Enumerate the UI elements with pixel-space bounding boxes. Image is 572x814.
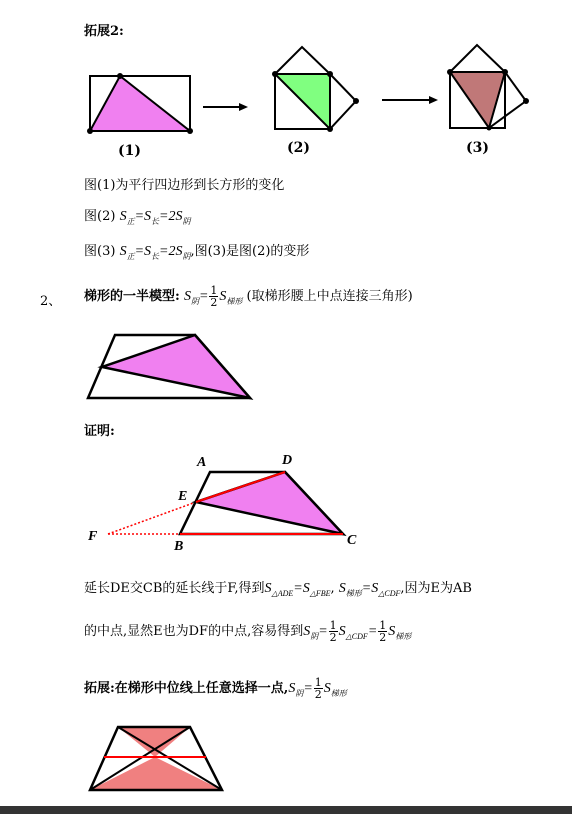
point-label-f: F [88, 529, 98, 544]
text-line-3: 图(3) $S_正=S_长=2S_阴$,图(3)是图(2)的变形 [84, 244, 310, 261]
point-label-a: A [197, 455, 207, 470]
proof-figure [108, 472, 343, 534]
point-label-c: C [347, 533, 357, 548]
section-2-title: 梯形的一半模型: $S_阴=$ $\frac{1}{2}$ $S_{梯形}$ (取梯形腰上中点连接三角形) [84, 284, 413, 309]
figure-1 [87, 73, 193, 134]
proof-text-2: 的中点,显然E也为DF的中点,容易得到$S_阴=$ $\frac{1}{2}$ $S_{\triangle CDF}=$ $\frac{1}{2}$ $S_{梯形}$ [84, 619, 412, 644]
proof-heading: 证明: [84, 424, 115, 439]
text-line-2: 图(2) $S_正=S_长=2S_阴$ [84, 209, 191, 226]
extension-figure [90, 727, 222, 790]
arrow-right-icon [203, 103, 248, 111]
arrow-right-icon [382, 96, 438, 104]
proof-text-1: 延长DE交CB的延长线于F,得到$S_{\triangle ADE}=S_{\triangle FBE}$, $S_{梯形}=S_{\triangle CDF}$,因为E为AB [84, 581, 472, 598]
figure-2-label: (2) [287, 140, 310, 156]
section-heading: 拓展2: [84, 24, 124, 39]
point-label-d: D [282, 453, 293, 468]
point-label-b: B [174, 539, 184, 554]
window-bottom-bar [0, 806, 572, 814]
point-label-e: E [178, 489, 188, 504]
section-number: 2、 [40, 294, 62, 309]
figure-3-label: (3) [466, 140, 489, 156]
figure-3 [447, 45, 529, 131]
trapezoid-figure [88, 335, 250, 398]
extension-heading: 拓展:在梯形中位线上任意选择一点$,S_阴=$ $\frac{1}{2}$ $S_{梯形}$ [84, 676, 347, 701]
figure-2 [272, 47, 359, 132]
figure-1-label: (1) [118, 143, 141, 159]
text-line-1: 图(1)为平行四边形到长方形的变化 [84, 178, 285, 193]
